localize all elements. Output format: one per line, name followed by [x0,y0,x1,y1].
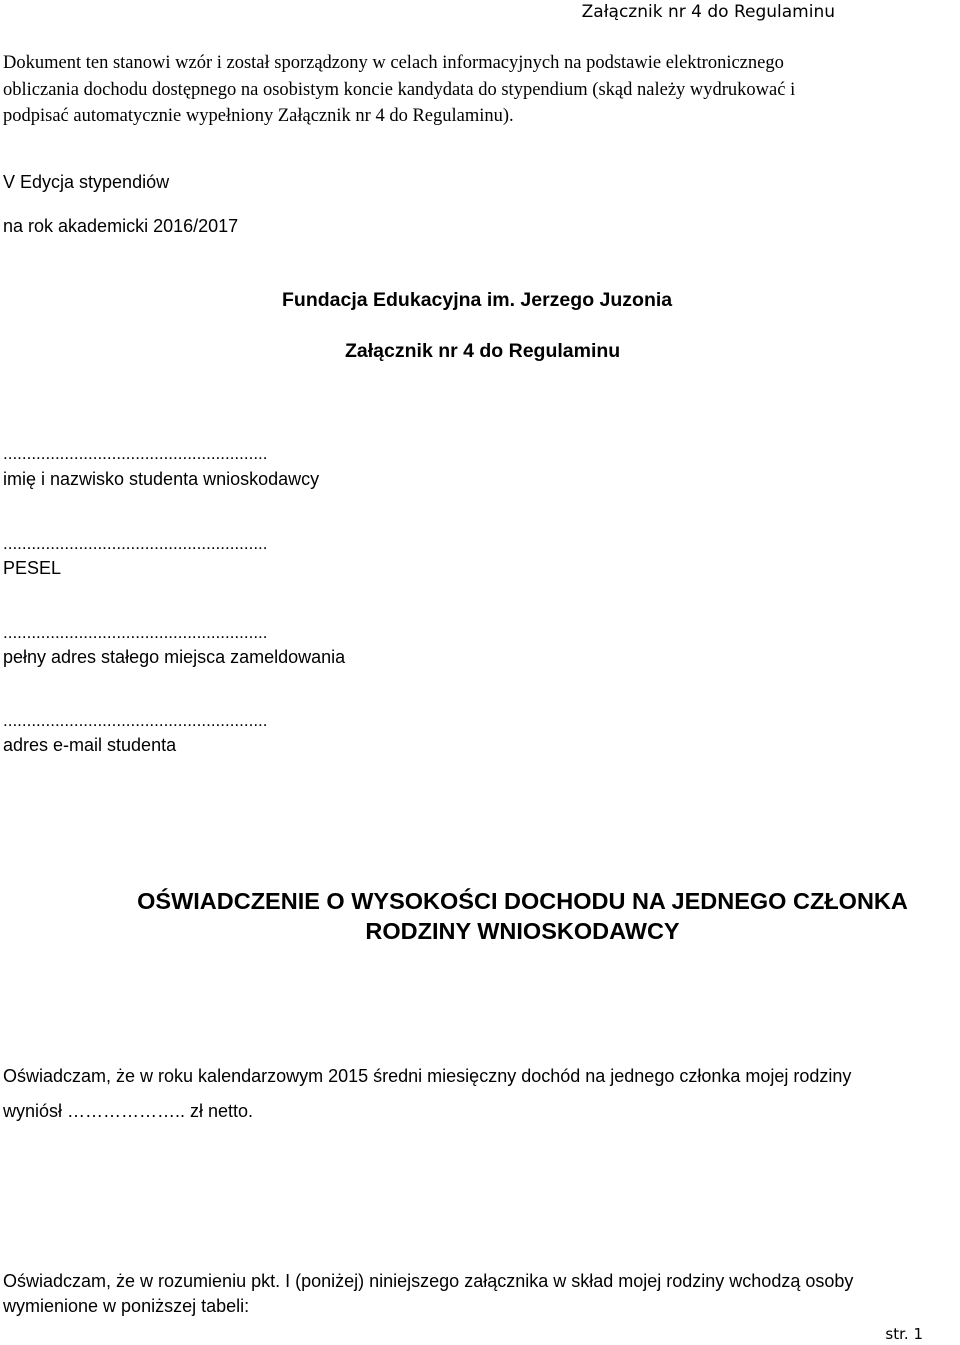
pesel-field-label: PESEL [3,558,62,578]
intro-line-1: Dokument ten stanowi wzór i został sporządzony w celach informacyjnych na podstawie elektronicznego [3,53,784,73]
pesel-dotted-line: ........................................................ [3,534,268,553]
address-field-label: pełny adres stałego miejsca zameldowania [3,647,346,667]
edition-label: V Edycja stypendiów [3,172,170,192]
email-dotted-line: ........................................................ [3,711,268,730]
intro-paragraph [3,50,953,130]
name-dotted-line: ........................................................ [3,444,268,463]
declaration-title-line-1: OŚWIADCZENIE O WYSOKOŚCI DOCHODU NA JEDNEGO CZŁONKA [137,888,908,914]
annex-title: Załącznik nr 4 do Regulaminu [345,340,621,362]
name-field-label: imię i nazwisko studenta wnioskodawcy [3,469,320,489]
income-statement-line-1: Oświadczam, że w roku kalendarzowym 2015 średni miesięczny dochód na jednego członka mojej rodziny [3,1066,852,1086]
declaration-title-line-2: RODZINY WNIOSKODAWCY [365,918,680,944]
address-dotted-line: ........................................................ [3,623,268,642]
family-statement-line-1: Oświadczam, że w rozumieniu pkt. I (poniżej) niniejszego załącznika w skład mojej rodziny wchodzą osoby [3,1271,854,1291]
intro-line-2: obliczania dochodu dostępnego na osobistym koncie kandydata do stypendium (skąd należy wydrukować i [3,79,796,100]
income-statement-line-2: wyniósł ……………….. zł netto. [3,1101,254,1121]
header-annex-note: Załącznik nr 4 do Regulaminu [581,2,835,22]
family-statement-line-2: wymienione w poniższej tabeli: [3,1296,250,1316]
academic-year-label: na rok akademicki 2016/2017 [3,216,239,236]
declaration-title [0,886,960,946]
email-field-label: adres e-mail studenta [3,735,177,755]
foundation-name: Fundacja Edukacyjna im. Jerzego Juzonia [282,289,673,311]
intro-line-3: podpisać automatycznie wypełniony Załącznik nr 4 do Regulaminu). [3,106,514,126]
page-number: str. 1 [885,1325,923,1343]
